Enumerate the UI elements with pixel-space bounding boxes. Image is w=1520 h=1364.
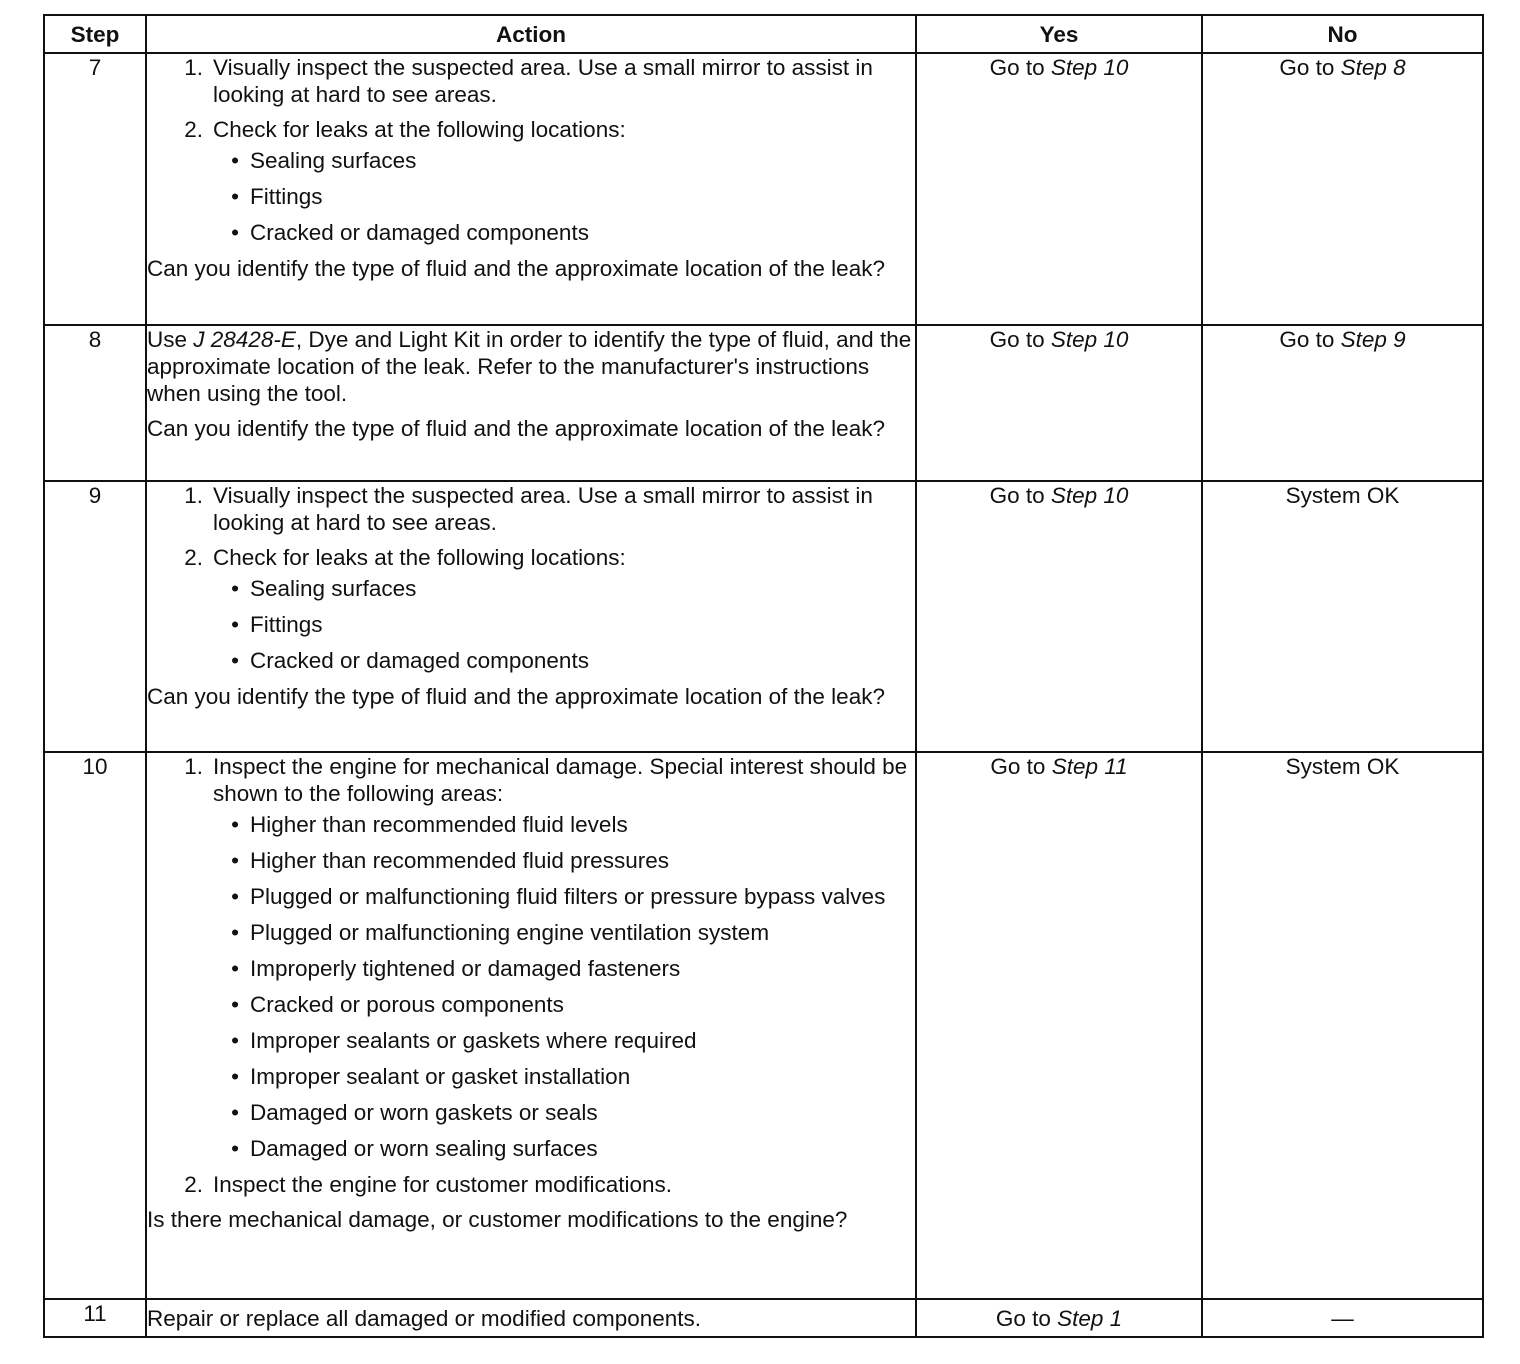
diagnostic-table (43, 14, 1484, 1338)
yes-cell: Go to Step 10 (916, 481, 1202, 752)
yes-cell: Go to Step 1 (916, 1299, 1202, 1337)
question-text: Can you identify the type of fluid and the approximate location of the leak? (147, 256, 885, 281)
question-text: Can you identify the type of fluid and the approximate location of the leak? (147, 416, 885, 441)
action-cell (146, 481, 916, 752)
header-step: Step (44, 15, 146, 53)
list-item: 1. Inspect the engine for mechanical damage. Special interest should be shown to the following areas: (184, 754, 908, 806)
bullet-item: • Sealing surfaces (231, 576, 417, 601)
bullet-item: • Plugged or malfunctioning engine ventilation system (231, 920, 770, 945)
step-link: Step 11 (1051, 754, 1128, 779)
step-link: Step 1 (1057, 1305, 1123, 1331)
table-row (44, 1299, 1483, 1337)
yes-cell: Go to Step 10 (916, 53, 1202, 325)
bullet-item: • Fittings (231, 184, 323, 209)
bullet-item: • Sealing surfaces (231, 148, 417, 173)
step-link: Step 10 (1050, 483, 1129, 508)
step-link: Step 9 (1340, 327, 1406, 352)
list-item: 2. Check for leaks at the following locations: (184, 117, 626, 142)
question-text: Is there mechanical damage, or customer modifications to the engine? (147, 1207, 848, 1232)
step-number: 7 (44, 53, 146, 325)
bullet-item: • Improperly tightened or damaged fasteners (231, 956, 681, 981)
header-no: No (1202, 15, 1483, 53)
table-row (44, 752, 1483, 1299)
bullet-item: • Improper sealant or gasket installation (231, 1064, 631, 1089)
no-cell: Go to Step 9 (1202, 325, 1483, 481)
question-text: Can you identify the type of fluid and the approximate location of the leak? (147, 684, 885, 709)
no-cell: System OK (1202, 481, 1483, 752)
table-row (44, 53, 1483, 325)
list-item: 2. Inspect the engine for customer modifications. (184, 1172, 672, 1197)
step-number: 9 (44, 481, 146, 752)
table-row (44, 325, 1483, 481)
header-row (44, 15, 1483, 53)
header-action: Action (146, 15, 916, 53)
bullet-item: • Higher than recommended fluid levels (231, 812, 628, 837)
step-link: Step 10 (1050, 327, 1129, 352)
list-item: 2. Check for leaks at the following locations: (184, 545, 626, 570)
step-number: 8 (44, 325, 146, 481)
bullet-item: • Cracked or damaged components (231, 220, 589, 245)
no-cell: System OK (1202, 752, 1483, 1299)
list-item: 1. Visually inspect the suspected area. Use a small mirror to assist in looking at hard to see areas. (184, 55, 873, 107)
bullet-item: • Damaged or worn sealing surfaces (231, 1136, 598, 1161)
no-cell: Go to Step 8 (1202, 53, 1483, 325)
bullet-item: • Improper sealants or gaskets where required (231, 1028, 697, 1053)
list-item: 1. Visually inspect the suspected area. Use a small mirror to assist in looking at hard to see areas. (184, 483, 873, 535)
table-row (44, 481, 1483, 752)
header-yes: Yes (916, 15, 1202, 53)
action-cell (146, 325, 916, 481)
step-number: 11 (44, 1299, 146, 1337)
bullet-item: • Higher than recommended fluid pressures (231, 848, 669, 873)
step-link: Step 8 (1340, 55, 1406, 80)
bullet-item: • Fittings (231, 612, 323, 637)
bullet-item: • Cracked or damaged components (231, 648, 589, 673)
bullet-item: • Cracked or porous components (231, 992, 564, 1017)
tool-reference: J 28428-E (193, 327, 296, 352)
step-link: Step 10 (1050, 55, 1129, 80)
step-number: 10 (44, 752, 146, 1299)
action-cell (146, 53, 916, 325)
bullet-item: • Damaged or worn gaskets or seals (231, 1100, 598, 1125)
yes-cell: Go to Step 11 (916, 752, 1202, 1299)
action-paragraph: Use J 28428-E, Dye and Light Kit in order to identify the type of fluid, and the approximate location of the leak. Refer to the manufacturer's instructions when using the tool. (147, 327, 912, 406)
no-cell: — (1202, 1299, 1483, 1337)
bullet-item: • Plugged or malfunctioning fluid filters or pressure bypass valves (231, 884, 886, 909)
action-cell (146, 752, 916, 1299)
yes-cell: Go to Step 10 (916, 325, 1202, 481)
action-cell: Repair or replace all damaged or modified components. (146, 1299, 916, 1337)
